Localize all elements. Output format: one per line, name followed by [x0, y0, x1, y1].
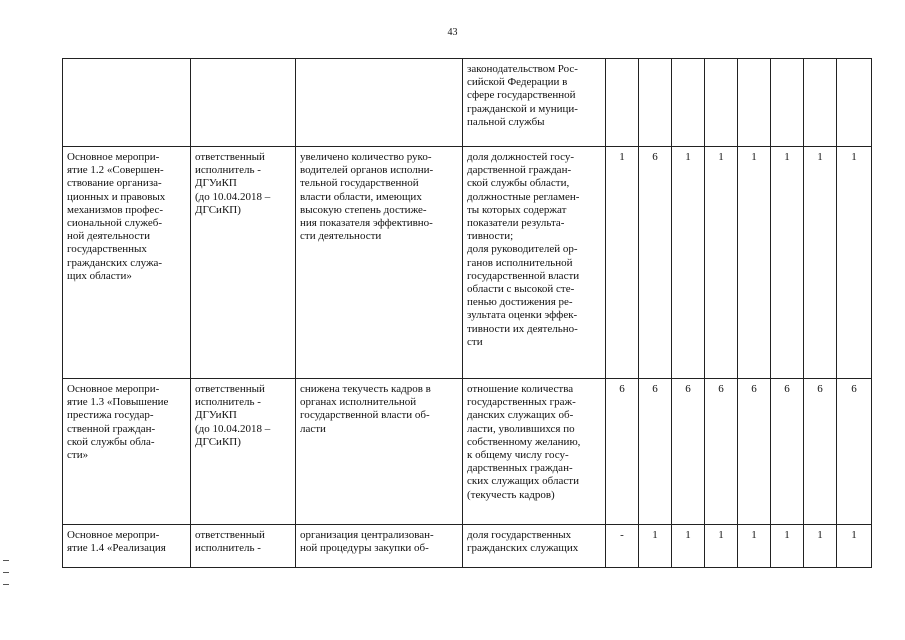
value-cell: 1: [672, 147, 705, 379]
margin-mark: [3, 572, 9, 573]
value-cell: 1: [639, 525, 672, 568]
value-cell: 1: [837, 147, 872, 379]
value-cell: 6: [639, 379, 672, 525]
value-cell: 1: [672, 525, 705, 568]
value-cell: [804, 59, 837, 147]
value-cell: 1: [705, 147, 738, 379]
value-cell: 1: [804, 147, 837, 379]
value-cell: 6: [672, 379, 705, 525]
page-number: 43: [447, 27, 458, 38]
indicator-cell: [463, 147, 606, 379]
indicator-text: отношение количества государственных граж- данских служащих об- ласти, уволившихся по собственному желанию, к общему числу госу- дарственных граждан- ских служащих области (текучесть кадров): [467, 383, 581, 501]
event-cell: [63, 525, 191, 568]
result-text: увеличено количество руко- водителей органов исполни- тельной государственной власти области, имеющих высокую степень достиже- ния показателя эффективно- сти деятельности: [300, 151, 434, 243]
indicator-cell: [463, 525, 606, 568]
result-text: организация централизован- ной процедуры закупки об-: [300, 529, 434, 555]
result-cell: [296, 147, 463, 379]
value-cell: [606, 59, 639, 147]
result-cell: [296, 379, 463, 525]
executor-text: ответственный исполнитель -: [195, 529, 265, 555]
result-cell: [296, 525, 463, 568]
value-cell: 6: [837, 379, 872, 525]
event-text: Основное меропри- ятие 1.3 «Повышение престижа государ- ственной граждан- ской службы обла- сти»: [67, 383, 169, 462]
value-cell: [738, 59, 771, 147]
executor-cell: [191, 147, 296, 379]
value-cell: [672, 59, 705, 147]
value-cell: 1: [606, 147, 639, 379]
executor-cell: [191, 379, 296, 525]
indicator-cell: [463, 59, 606, 147]
table-row: [63, 59, 872, 147]
event-cell: [63, 59, 191, 147]
value-cell: 6: [606, 379, 639, 525]
table-row: [63, 525, 872, 568]
event-text: Основное меропри- ятие 1.2 «Совершен- ствование организа- ционных и правовых механизмов профес- сиональной служеб- ной деятельности государственных гражданских служа- щих области»: [67, 151, 166, 282]
executor-cell: [191, 59, 296, 147]
value-cell: -: [606, 525, 639, 568]
value-cell: [837, 59, 872, 147]
executor-text: ответственный исполнитель - ДГУиКП (до 10.04.2018 – ДГСиКП): [195, 151, 271, 216]
indicator-text: доля государственных гражданских служащих: [467, 529, 579, 555]
value-cell: [639, 59, 672, 147]
value-cell: 1: [738, 147, 771, 379]
margin-mark: [3, 584, 9, 585]
value-cell: 1: [804, 525, 837, 568]
result-cell: [296, 59, 463, 147]
measures-table: [62, 58, 872, 568]
value-cell: 6: [771, 379, 804, 525]
indicator-text: доля должностей госу- дарственной граждан- ской службы области, должностные регламен- ты которых содержат показатели результа- тивности; доля руководителей ор- ганов исполнительной государственной власти области с высокой сте- пенью достижения ре- зультата оценки эффек- тивности их деятельно- сти: [467, 151, 580, 348]
event-text: Основное меропри- ятие 1.4 «Реализация: [67, 529, 166, 555]
result-text: снижена текучесть кадров в органах исполнительной государственной власти об- ласти: [300, 383, 431, 435]
value-cell: 1: [771, 525, 804, 568]
indicator-text: законодательством Рос- сийской Федерации в сфере государственной гражданской и муници- пальной службы: [467, 63, 578, 128]
value-cell: [771, 59, 804, 147]
value-cell: 1: [771, 147, 804, 379]
table-row: [63, 379, 872, 525]
executor-text: ответственный исполнитель - ДГУиКП (до 10.04.2018 – ДГСиКП): [195, 383, 271, 448]
value-cell: 6: [738, 379, 771, 525]
table-row: [63, 147, 872, 379]
event-cell: [63, 147, 191, 379]
event-cell: [63, 379, 191, 525]
value-cell: 1: [705, 525, 738, 568]
executor-cell: [191, 525, 296, 568]
indicator-cell: [463, 379, 606, 525]
value-cell: 1: [837, 525, 872, 568]
margin-mark: [3, 560, 9, 561]
value-cell: 6: [705, 379, 738, 525]
value-cell: 1: [738, 525, 771, 568]
value-cell: 6: [804, 379, 837, 525]
value-cell: [705, 59, 738, 147]
value-cell: 6: [639, 147, 672, 379]
